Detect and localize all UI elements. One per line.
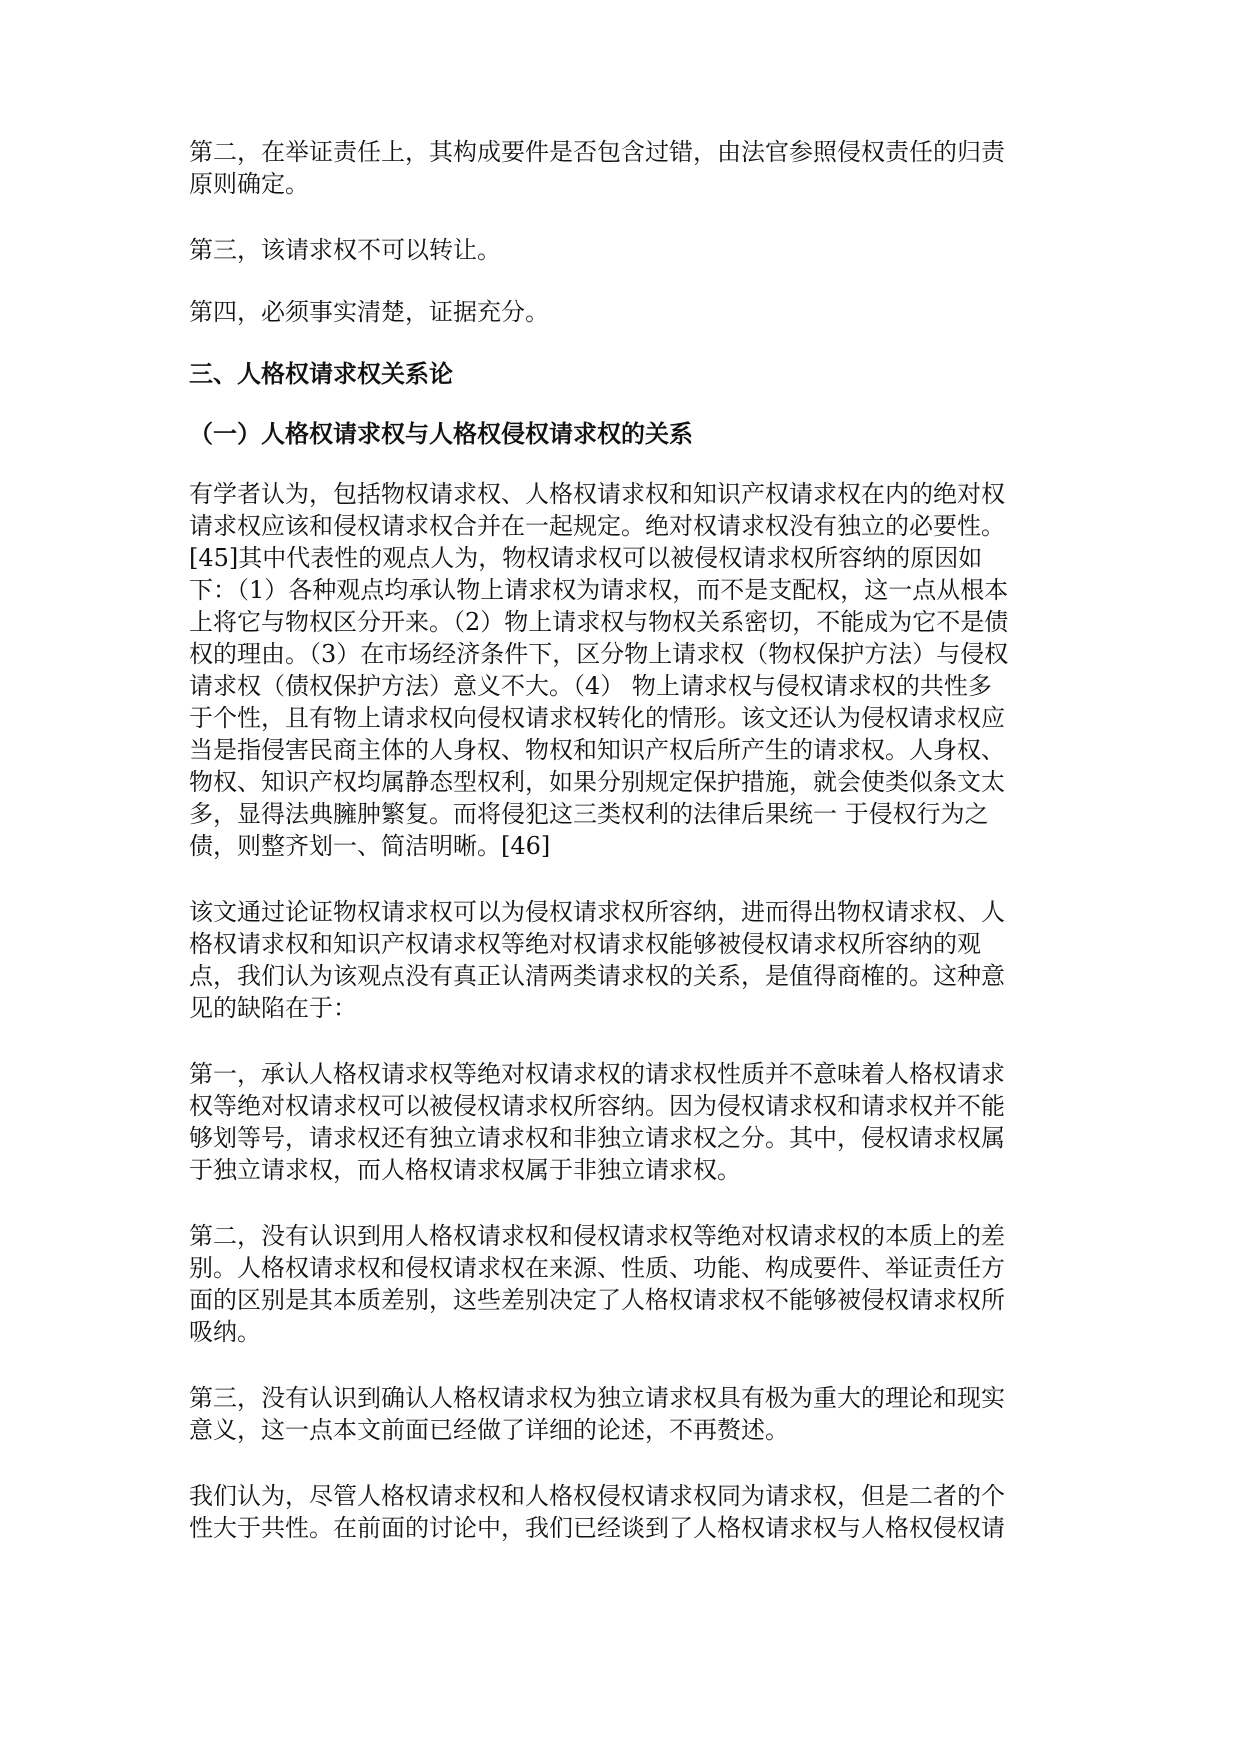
text-line: 请求权（债权保护方法）意义不大。（4） 物上请求权与侵权请求权的共性多 — [189, 672, 992, 700]
paragraph-scholar-view — [189, 478, 1055, 862]
text-line: 第二，没有认识到用人格权请求权和侵权请求权等绝对权请求权的本质上的差 — [189, 1222, 1005, 1250]
text-line: 于独立请求权，而人格权请求权属于非独立请求权。 — [189, 1156, 741, 1184]
text-line: 权的理由。（3）在市场经济条件下，区分物上请求权（物权保护方法）与侵权 — [189, 640, 1009, 668]
text-line: 第三，没有认识到确认人格权请求权为独立请求权具有极为重大的理论和现实 — [189, 1384, 1005, 1412]
text-line: 吸纳。 — [189, 1318, 261, 1346]
text-line: 该文通过论证物权请求权可以为侵权请求权所容纳，进而得出物权请求权、人 — [189, 898, 1005, 926]
section-heading-text: 三、人格权请求权关系论 — [189, 359, 453, 388]
text-line: 意义，这一点本文前面已经做了详细的论述，不再赘述。 — [189, 1416, 789, 1444]
text-line: 多，显得法典臃肿繁复。而将侵犯这三类权利的法律后果统一 于侵权行为之 — [189, 800, 989, 828]
paragraph-critique-first — [189, 1058, 1055, 1186]
text-line: 物权、知识产权均属静态型权利，如果分别规定保护措施，就会使类似条文太 — [189, 768, 1005, 796]
document-page — [189, 136, 1055, 1544]
text-line: 请求权应该和侵权请求权合并在一起规定。绝对权请求权没有独立的必要性。 — [189, 512, 1005, 540]
text-line: 别。人格权请求权和侵权请求权在来源、性质、功能、构成要件、举证责任方 — [189, 1254, 1005, 1282]
subsection-heading — [189, 418, 1055, 450]
text-line: 点，我们认为该观点没有真正认清两类请求权的关系，是值得商榷的。这种意 — [189, 962, 1005, 990]
text-line: 第二，在举证责任上，其构成要件是否包含过错，由法官参照侵权责任的归责 — [189, 138, 1005, 166]
paragraph-clear-facts — [189, 296, 1055, 328]
text-line: 当是指侵害民商主体的人身权、物权和知识产权后所产生的请求权。人身权、 — [189, 736, 1005, 764]
text-line: 面的区别是其本质差别，这些差别决定了人格权请求权不能够被侵权请求权所 — [189, 1286, 1005, 1314]
text-line: 有学者认为，包括物权请求权、人格权请求权和知识产权请求权在内的绝对权 — [189, 480, 1005, 508]
text-line: 下：（1）各种观点均承认物上请求权为请求权，而不是支配权，这一点从根本 — [189, 576, 1009, 604]
text-line: 债，则整齐划一、简洁明晰。[46] — [189, 832, 551, 860]
paragraph-burden-of-proof — [189, 136, 1055, 200]
paragraph-critique-second — [189, 1220, 1055, 1348]
text-line: 格权请求权和知识产权请求权等绝对权请求权能够被侵权请求权所容纳的观 — [189, 930, 981, 958]
text-line: 见的缺陷在于： — [189, 994, 357, 1022]
text-line: [45]其中代表性的观点人为，物权请求权可以被侵权请求权所容纳的原因如 — [189, 544, 983, 572]
text-line: 上将它与物权区分开来。（2）物上请求权与物权关系密切，不能成为它不是债 — [189, 608, 1009, 636]
text-line: 性大于共性。在前面的讨论中，我们已经谈到了人格权请求权与人格权侵权请 — [189, 1514, 1005, 1542]
text-line: 第四，必须事实清楚，证据充分。 — [189, 298, 549, 326]
paragraph-non-transferable — [189, 234, 1055, 266]
text-line: 第一，承认人格权请求权等绝对权请求权的请求权性质并不意味着人格权请求 — [189, 1060, 1005, 1088]
text-line: 原则确定。 — [189, 170, 309, 198]
subsection-heading-text: （一）人格权请求权与人格权侵权请求权的关系 — [189, 419, 693, 448]
text-line: 于个性，且有物上请求权向侵权请求权转化的情形。该文还认为侵权请求权应 — [189, 704, 1005, 732]
text-line: 我们认为，尽管人格权请求权和人格权侵权请求权同为请求权，但是二者的个 — [189, 1482, 1005, 1510]
paragraph-critique-third — [189, 1382, 1055, 1446]
paragraph-conclusion — [189, 1480, 1055, 1544]
text-line: 第三，该请求权不可以转让。 — [189, 236, 501, 264]
text-line: 够划等号，请求权还有独立请求权和非独立请求权之分。其中，侵权请求权属 — [189, 1124, 1005, 1152]
text-line: 权等绝对权请求权可以被侵权请求权所容纳。因为侵权请求权和请求权并不能 — [189, 1092, 1005, 1120]
section-heading — [189, 358, 1055, 390]
paragraph-critique-intro — [189, 896, 1055, 1024]
